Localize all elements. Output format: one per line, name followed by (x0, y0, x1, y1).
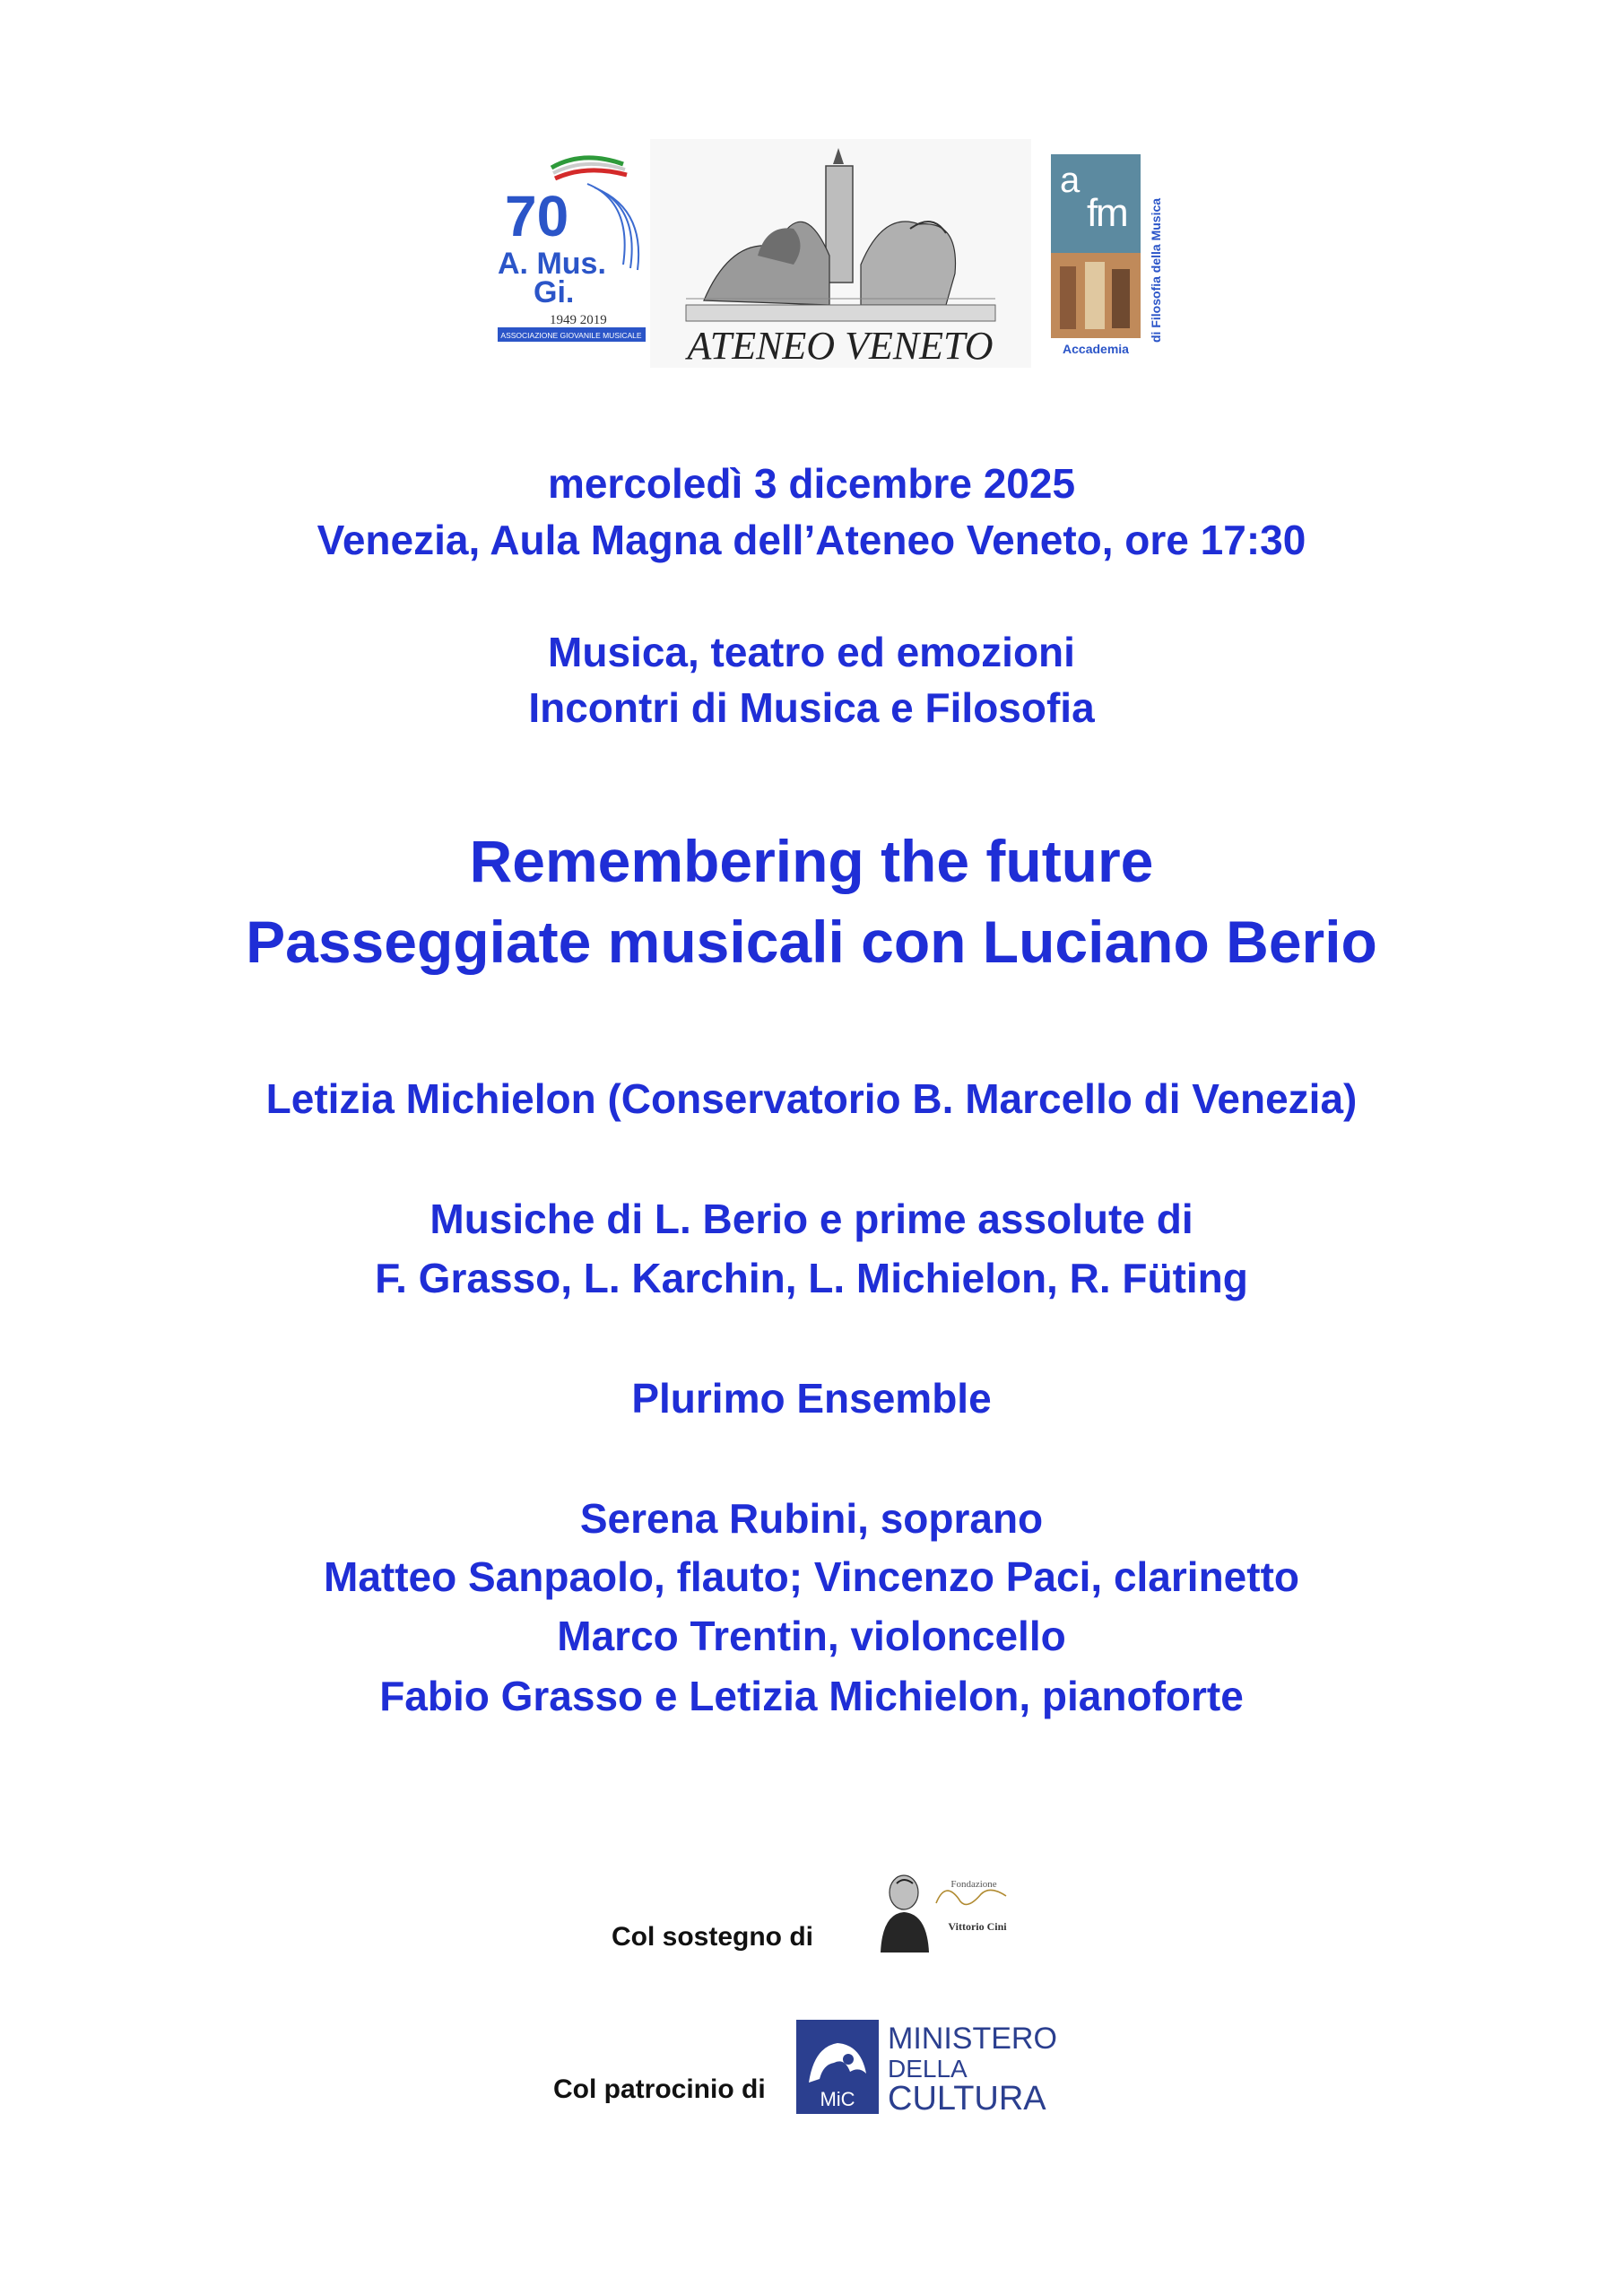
agimus-emblem-icon (498, 148, 646, 345)
accademia-monogram-m: m (1096, 191, 1129, 235)
mic-emblem-icon (796, 2020, 1065, 2123)
music-line-2: F. Grasso, L. Karchin, L. Michielon, R. Füting (375, 1255, 1248, 1301)
speaker: Letizia Michielon (Conservatorio B. Marcello di Venezia) (265, 1075, 1358, 1122)
mic-line1: MINISTERO (888, 2022, 1057, 2056)
event-date: mercoledì 3 dicembre 2025 (547, 460, 1076, 507)
agimus-logo (498, 148, 646, 345)
cini-portrait-icon (877, 1867, 1020, 1952)
accademia-filosofia-musica-logo (1051, 154, 1167, 361)
performer: Fabio Grasso e Letizia Michielon, pianoforte (379, 1673, 1244, 1719)
accademia-vertical-text: di Filosofia della Musica (1149, 197, 1163, 343)
cini-line2: Vittorio Cini (948, 1920, 1007, 1933)
fondazione-cini-logo (877, 1867, 1020, 1952)
ateneo-name: ATENEO VENETO (687, 324, 994, 368)
accademia-monogram-f: f (1087, 191, 1098, 235)
series-subtitle: Incontri di Musica e Filosofia (528, 684, 1095, 731)
ministero-cultura-logo (796, 2020, 1065, 2123)
performer: Marco Trentin, violoncello (557, 1613, 1066, 1659)
ensemble-name: Plurimo Ensemble (631, 1375, 992, 1422)
accademia-label: Accademia (1063, 342, 1129, 356)
agimus-name-line1: A. Mus. (498, 247, 606, 281)
accademia-monogram-a: a (1060, 161, 1081, 200)
performer: Serena Rubini, soprano (579, 1495, 1044, 1542)
mic-badge: MiC (820, 2088, 855, 2110)
event-title: Remembering the future (469, 828, 1154, 894)
music-line-1: Musiche di L. Berio e prime assolute di (430, 1196, 1193, 1242)
patronage-label: Col patrocinio di (553, 2074, 766, 2104)
support-label: Col sostegno di (612, 1922, 813, 1952)
event-venue: Venezia, Aula Magna dell’Ateneo Veneto, ore 17:30 (317, 517, 1306, 563)
mic-line2: DELLA (888, 2055, 968, 2083)
agimus-name-line2: Gi. (534, 275, 575, 309)
mic-line3: CULTURA (888, 2080, 1046, 2118)
agimus-years: 1949 2019 (550, 313, 607, 327)
series-title: Musica, teatro ed emozioni (548, 629, 1075, 675)
accademia-monogram-icon (1051, 154, 1167, 361)
event-subtitle: Passeggiate musicali con Luciano Berio (246, 909, 1377, 975)
agimus-number: 70 (505, 184, 569, 248)
cini-line1: Fondazione (950, 1879, 997, 1890)
agimus-subtitle: ASSOCIAZIONE GIOVANILE MUSICALE (500, 331, 642, 340)
ateneo-engraving-icon (650, 139, 1031, 368)
ateneo-veneto-logo (650, 139, 1031, 368)
performer: Matteo Sanpaolo, flauto; Vincenzo Paci, clarinetto (324, 1553, 1299, 1600)
